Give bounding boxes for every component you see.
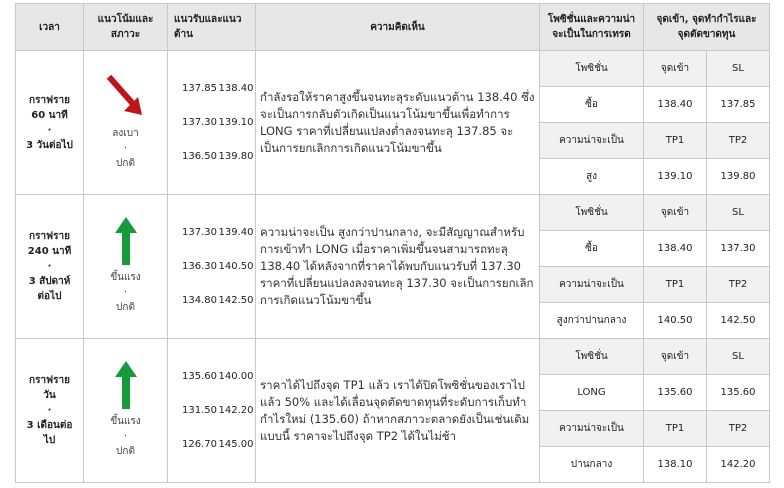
resistance-level: 139.10	[218, 117, 254, 128]
resistance-level: 140.50	[218, 261, 254, 272]
trend-cell	[84, 195, 168, 339]
position-cell-entry: จุดเข้า	[644, 339, 707, 375]
timeframe-cell	[16, 51, 84, 195]
header-time: เวลา	[16, 4, 84, 51]
separator-dot: ·	[123, 431, 128, 442]
support-level: 137.30	[182, 227, 217, 238]
support-level: 131.50	[182, 405, 217, 416]
position-cell-entry: จุดเข้า	[644, 51, 707, 87]
level-pair	[182, 106, 255, 140]
header-comment: ความคิดเห็น	[256, 4, 540, 51]
separator-dot: ·	[47, 405, 52, 416]
position-cell-stoploss: 135.60	[707, 375, 770, 411]
level-pair	[182, 394, 255, 428]
separator-dot: ·	[47, 261, 52, 272]
support-level: 135.60	[182, 371, 217, 382]
resistance-level: 142.50	[218, 295, 254, 306]
resistance-level: 145.00	[218, 439, 254, 450]
position-cell-stoploss: 137.30	[707, 231, 770, 267]
position-cell-entry: TP1	[644, 123, 707, 159]
position-cell-stoploss: 142.50	[707, 303, 770, 339]
resistance-level: 142.20	[218, 405, 254, 416]
position-cell-stoploss: SL	[707, 51, 770, 87]
header-entry: จุดเข้า, จุดทำกำไรและ จุดตัดขาดทุน	[644, 4, 770, 51]
support-level: 136.50	[182, 151, 217, 162]
separator-dot: ·	[47, 124, 52, 136]
levels-cell	[168, 339, 256, 483]
position-cell-stoploss: TP2	[707, 411, 770, 447]
resistance-level: 139.40	[218, 227, 254, 238]
table-row	[16, 51, 770, 87]
level-pair	[182, 428, 255, 462]
position-cell-position: โพซิชั่น	[540, 339, 644, 375]
arrow-down-right-icon	[84, 74, 167, 120]
support-level: 134.80	[182, 295, 217, 306]
position-cell-entry: 139.10	[644, 159, 707, 195]
position-cell-position: ปานกลาง	[540, 447, 644, 483]
position-cell-entry: 140.50	[644, 303, 707, 339]
level-pair	[182, 360, 255, 394]
position-cell-entry: 138.40	[644, 87, 707, 123]
position-cell-position: ความน่าจะเป็น	[540, 123, 644, 159]
resistance-level: 140.00	[218, 371, 254, 382]
position-cell-position: ซื้อ	[540, 87, 644, 123]
position-cell-stoploss: 142.20	[707, 447, 770, 483]
position-cell-position: ความน่าจะเป็น	[540, 411, 644, 447]
levels-cell	[168, 51, 256, 195]
position-cell-entry: TP1	[644, 267, 707, 303]
support-level: 126.70	[182, 439, 217, 450]
trend-cell	[84, 51, 168, 195]
separator-dot: ·	[123, 287, 128, 298]
position-cell-stoploss: SL	[707, 195, 770, 231]
support-level: 137.85	[182, 83, 217, 94]
position-cell-position: ซื้อ	[540, 231, 644, 267]
position-cell-entry: จุดเข้า	[644, 195, 707, 231]
resistance-level: 138.40	[218, 83, 254, 94]
position-cell-stoploss: SL	[707, 339, 770, 375]
trend-label: ลงเบา	[112, 128, 139, 139]
position-cell-position: LONG	[540, 375, 644, 411]
arrow-up-icon	[84, 362, 167, 408]
condition-label: ปกติ	[116, 446, 135, 457]
position-cell-position: ความน่าจะเป็น	[540, 267, 644, 303]
level-pair	[182, 284, 255, 318]
horizon-label: 3 สัปดาห์ ต่อไป	[28, 276, 71, 302]
position-cell-stoploss: TP2	[707, 267, 770, 303]
position-cell-stoploss: 137.85	[707, 87, 770, 123]
header-row	[16, 4, 770, 51]
timeframe-cell	[16, 195, 84, 339]
header-position: โพซิชั่นและความน่า จะเป็นในการเทรด	[540, 4, 644, 51]
comment-cell: ราคาได้ไปถึงจุด TP1 แล้ว เราได้ปิดโพซิชั่นของเราไปแล้ว 50% และได้เลื่อนจุดตัดขาดทุนที่ระดับการเก็บทำกำไรใหม่ (135.60) ถ้าหากสภาวะตลาดยังเป็นเช่นเดิมแบบนี้ ราคาจะไปถึงจุด TP2 ได้ในไม่ช้า	[256, 339, 540, 483]
resistance-level: 139.80	[218, 151, 254, 162]
header-trend: แนวโน้มและ สภาวะ	[84, 4, 168, 51]
level-pair	[182, 216, 255, 250]
timeframe-cell	[16, 339, 84, 483]
level-pair	[182, 140, 255, 174]
condition-label: ปกติ	[116, 158, 135, 169]
forecast-table	[15, 3, 770, 483]
trend-label: ขึ้นแรง	[110, 416, 141, 427]
position-cell-entry: TP1	[644, 411, 707, 447]
timeframe-label: กราฟราย 240 นาที	[27, 231, 72, 257]
position-cell-position: สูงกว่าปานกลาง	[540, 303, 644, 339]
comment-cell: กำลังรอให้ราคาสูงขึ้นจนทะลุระดับแนวต้าน 138.40 ซึ่งจะเป็นการกลับตัวเกิดเป็นแนวโน้มขาขึ้นเพื่อทำการ LONG ราคาที่เปลี่ยนแปลงต่ำลงจนทะลุ 137.85 จะเป็นการยกเลิกการเกิดแนวโน้มขาขึ้น	[256, 51, 540, 195]
position-cell-position: โพซิชั่น	[540, 195, 644, 231]
position-cell-position: โพซิชั่น	[540, 51, 644, 87]
position-cell-entry: 138.40	[644, 231, 707, 267]
condition-label: ปกติ	[116, 302, 135, 313]
separator-dot: ·	[123, 143, 128, 154]
support-level: 137.30	[182, 117, 217, 128]
trend-cell	[84, 339, 168, 483]
support-level: 136.30	[182, 261, 217, 272]
comment-cell: ความน่าจะเป็น สูงกว่าปานกลาง, จะมีสัญญาณสำหรับการเข้าทำ LONG เมื่อราคาเพิ่มขึ้นจนสามารถทะลุ 138.40 ได้หลังจากที่ราคาได้พบกับแนวรับที่ 137.30 ราคาที่เปลี่ยนแปลงลงจนทะลุ 137.30 จะเป็นการยกเลิกการเกิดแนวโน้มขาขึ้น	[256, 195, 540, 339]
position-cell-entry: 135.60	[644, 375, 707, 411]
level-pair	[182, 250, 255, 284]
horizon-label: 3 เดือนต่อ ไป	[26, 420, 73, 446]
position-cell-stoploss: TP2	[707, 123, 770, 159]
trend-label: ขึ้นแรง	[110, 272, 141, 283]
header-levels: แนวรับและแนว ต้าน	[168, 4, 256, 51]
table-row	[16, 339, 770, 375]
levels-cell	[168, 195, 256, 339]
level-pair	[182, 72, 255, 106]
timeframe-label: กราฟราย วัน	[29, 375, 70, 401]
position-cell-position: สูง	[540, 159, 644, 195]
horizon-label: 3 วันต่อไป	[26, 139, 73, 151]
position-cell-stoploss: 139.80	[707, 159, 770, 195]
timeframe-label: กราฟราย 60 นาที	[29, 94, 70, 121]
arrow-up-icon	[84, 218, 167, 264]
table-row	[16, 195, 770, 231]
position-cell-entry: 138.10	[644, 447, 707, 483]
